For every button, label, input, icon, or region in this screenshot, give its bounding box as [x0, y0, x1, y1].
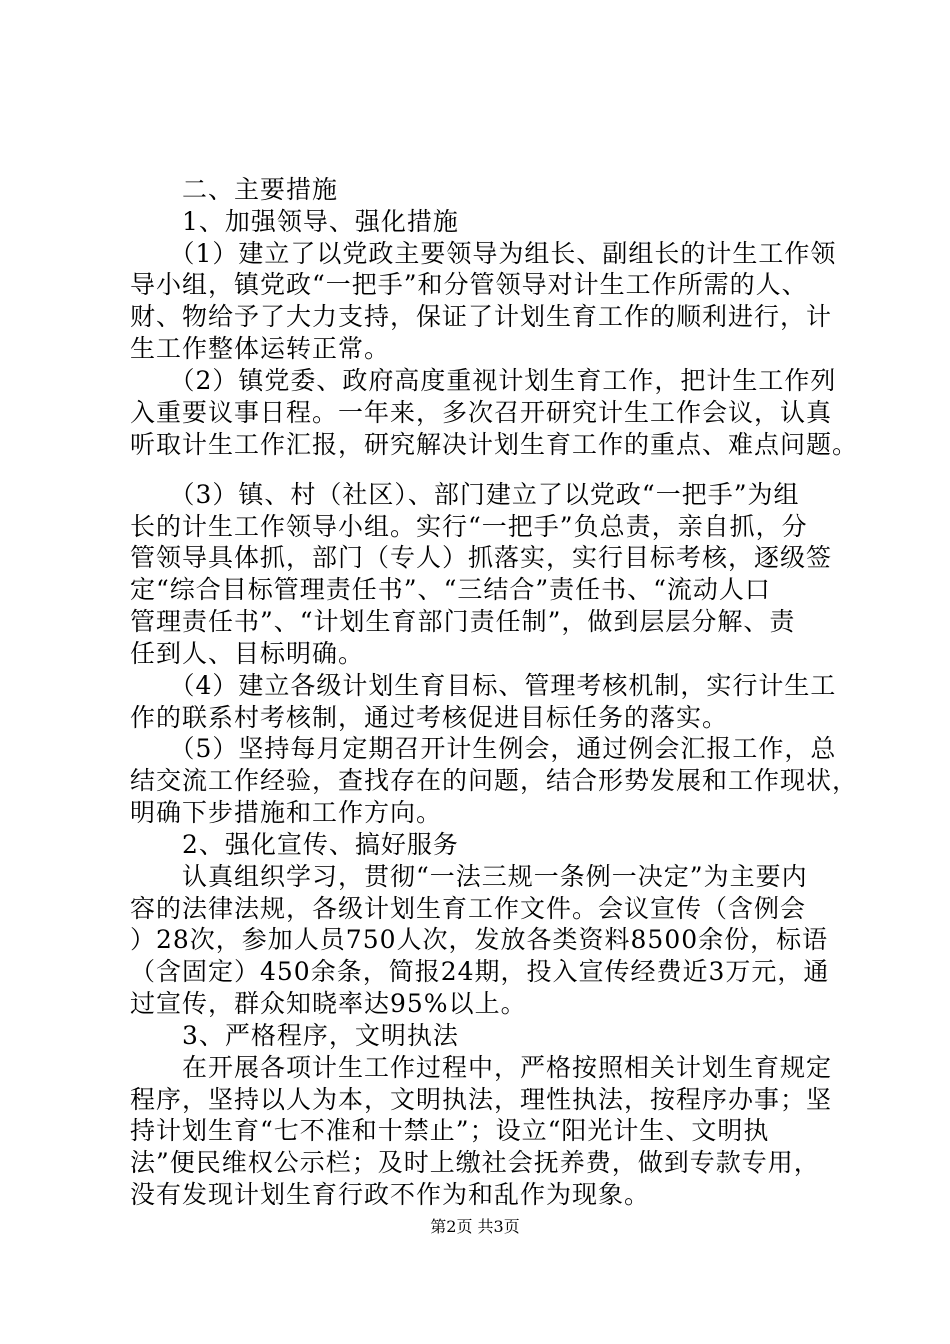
paragraph-line: （4）建立各级计划生育目标、管理考核机制，实行计生工 — [130, 671, 837, 700]
subsection-heading: 2、强化宣传、搞好服务 — [130, 830, 459, 859]
paragraph-line: 结交流工作经验，查找存在的问题，结合形势发展和工作现状， — [130, 766, 859, 795]
paragraph-line: 定“综合目标管理责任书”、“三结合”责任书、“流动人口 — [130, 575, 771, 604]
paragraph-line: 入重要议事日程。一年来，多次召开研究计生工作会议，认真 — [130, 398, 833, 427]
paragraph-line: （含固定）450余条，简报24期，投入宣传经费近3万元，通 — [130, 957, 830, 986]
paragraph-line: 任到人、目标明确。 — [130, 639, 365, 668]
paragraph-line: 没有发现计划生育行政不作为和乱作为现象。 — [130, 1180, 651, 1209]
paragraph-line: 法”便民维权公示栏；及时上缴社会抚养费，做到专款专用， — [130, 1148, 820, 1177]
paragraph-line: 听取计生工作汇报，研究解决计划生育工作的重点、难点问题。 — [130, 430, 859, 459]
paragraph-line: （5）坚持每月定期召开计生例会，通过例会汇报工作，总 — [130, 734, 837, 763]
paragraph-line: 过宣传，群众知晓率达95%以上。 — [130, 989, 527, 1018]
paragraph-line: （2）镇党委、政府高度重视计划生育工作，把计生工作列 — [130, 366, 837, 395]
paragraph-line: 作的联系村考核制，通过考核促进目标任务的落实。 — [130, 703, 729, 732]
paragraph-line: 管领导具体抓，部门（专人）抓落实，实行目标考核，逐级签 — [130, 543, 833, 572]
paragraph-line: 在开展各项计生工作过程中，严格按照相关计划生育规定 — [130, 1053, 833, 1082]
section-heading: 二、主要措施 — [130, 175, 339, 204]
paragraph-line: 持计划生育“七不准和十禁止”；设立“阳光计生、文明执 — [130, 1116, 770, 1145]
paragraph-line: 容的法律法规，各级计划生育工作文件。会议宣传（含例会 — [130, 894, 807, 923]
paragraph-line: （3）镇、村（社区）、部门建立了以党政“一把手”为组 — [130, 480, 800, 509]
paragraph-line: （1）建立了以党政主要领导为组长、副组长的计生工作领 — [130, 239, 837, 268]
paragraph-line: 程序，坚持以人为本，文明执法，理性执法，按程序办事；坚 — [130, 1085, 833, 1114]
paragraph-line: 导小组，镇党政“一把手”和分管领导对计生工作所需的人、 — [130, 270, 808, 299]
paragraph-line: 认真组织学习，贯彻“一法三规一条例一决定”为主要内 — [130, 862, 808, 891]
paragraph-line: ）28次，参加人员750人次，发放各类资料8500余份，标语 — [130, 925, 829, 954]
paragraph-line: 长的计生工作领导小组。实行“一把手”负总责，亲自抓，分 — [130, 512, 808, 541]
subsection-heading: 3、严格程序，文明执法 — [130, 1021, 459, 1050]
paragraph-line: 明确下步措施和工作方向。 — [130, 798, 443, 827]
paragraph-line: 生工作整体运转正常。 — [130, 334, 391, 363]
page-footer: 第2页 共3页 — [430, 1217, 520, 1236]
paragraph-line: 财、物给予了大力支持，保证了计划生育工作的顺利进行，计 — [130, 302, 833, 331]
paragraph-line: 管理责任书”、“计划生育部门责任制”，做到层层分解、责 — [130, 607, 796, 636]
subsection-heading: 1、加强领导、强化措施 — [130, 207, 459, 236]
